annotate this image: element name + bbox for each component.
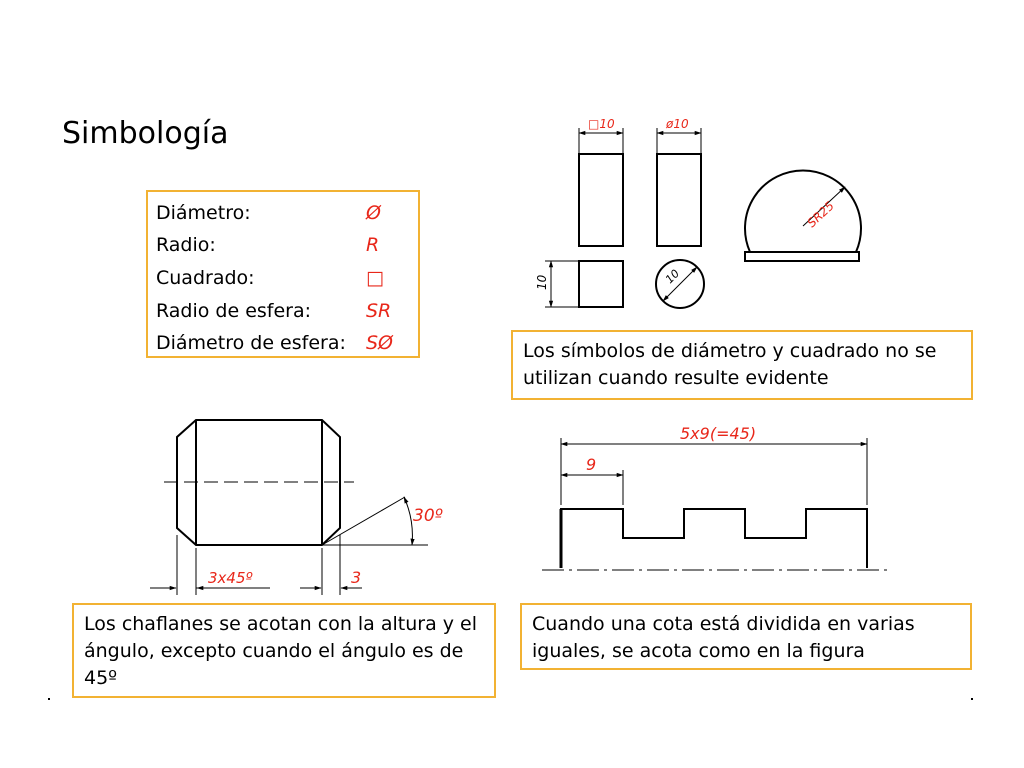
symbol-value-radius: R xyxy=(366,234,380,256)
page-title: Simbología xyxy=(62,116,229,151)
chamfer-note: Los chaflanes se acotan con la altura y el ángulo, excepto cuando el ángulo es de 45º xyxy=(72,603,496,698)
chamfer-shaft-drawing xyxy=(150,420,428,595)
chamfer-length-label: 3 xyxy=(351,568,362,587)
sphere-drawing xyxy=(745,170,861,261)
symbol-label-diameter: Diámetro: xyxy=(156,202,251,224)
chamfer-label: 3x45º xyxy=(208,569,253,587)
symbol-value-diameter: Ø xyxy=(366,202,381,224)
symbol-value-sphere-radius: SR xyxy=(366,300,392,322)
corner-dot-left xyxy=(48,698,50,700)
square-prism-drawing xyxy=(545,128,623,307)
symbol-label-sphere-diameter: Diámetro de esfera: xyxy=(156,332,346,354)
symbol-value-sphere-diameter: SØ xyxy=(366,332,394,354)
symbol-label-square: Cuadrado: xyxy=(156,267,255,289)
division-note: Cuando una cota está dividida en varias iguales, se acota como en la figura xyxy=(520,603,972,670)
single-division-label: 9 xyxy=(586,455,597,474)
sphere-radius-label: SR25 xyxy=(804,198,837,231)
symbols-note: Los símbolos de diámetro y cuadrado no se utilizan cuando resulte evidente xyxy=(511,330,973,400)
symbol-value-square: □ xyxy=(366,267,384,289)
corner-dot-right xyxy=(971,698,973,700)
symbol-label-sphere-radius: Radio de esfera: xyxy=(156,300,312,322)
side-height-label: 10 xyxy=(535,274,549,290)
angle-label: 30º xyxy=(413,506,443,526)
diameter-dimension-label: ø10 xyxy=(666,117,689,131)
cylinder-drawing xyxy=(656,128,704,308)
square-dimension-label: □10 xyxy=(588,117,615,131)
symbol-label-radius: Radio: xyxy=(156,234,216,256)
circle-diameter-label: 10 xyxy=(662,267,683,287)
total-division-label: 5x9(=45) xyxy=(680,424,757,443)
